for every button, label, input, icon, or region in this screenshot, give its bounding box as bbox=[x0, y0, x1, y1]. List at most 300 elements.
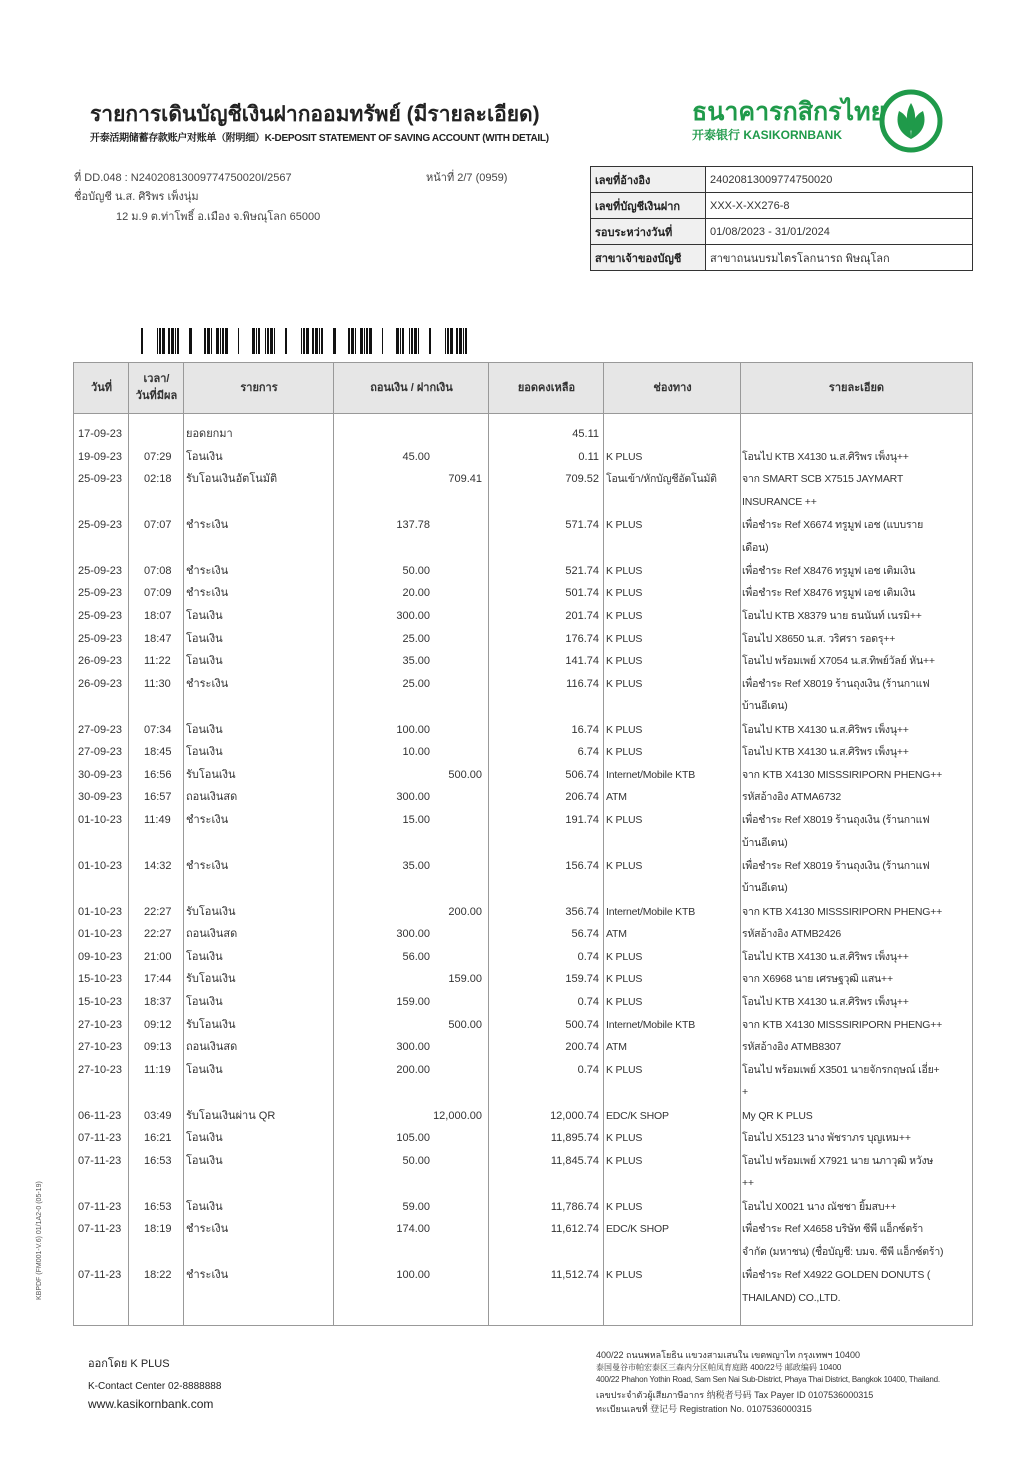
row-description: โอนเงิน bbox=[186, 655, 223, 668]
row-description: โอนเงิน bbox=[186, 1132, 223, 1145]
row-detail: เพื่อชำระ Ref X8476 ทรูมูฟ เอช เติมเงิน bbox=[742, 564, 916, 577]
row-detail: เพื่อชำระ Ref X6674 ทรูมูฟ เอช (แบบราย bbox=[742, 519, 924, 531]
row-deposit: 12,000.00 bbox=[433, 1109, 482, 1122]
row-time: 11:19 bbox=[144, 1063, 171, 1076]
row-date: 26-09-23 bbox=[78, 655, 123, 668]
row-withdrawal: 59.00 bbox=[402, 1200, 430, 1213]
statement-subtitle: 开泰活期储蓄存款账户对账单（附明细）K-DEPOSIT STATEMENT OF SAVING ACCOUNT (WITH DETAIL) bbox=[90, 133, 549, 144]
row-detail: รหัสอ้างอิง ATMB8307 bbox=[742, 1041, 841, 1054]
barcode-bar bbox=[364, 328, 365, 354]
contact-center: K-Contact Center 02-8888888 bbox=[88, 1381, 222, 1392]
row-detail: โอนไป KTB X4130 น.ส.ศิริพร เพ็งนุ++ bbox=[742, 996, 909, 1008]
barcode-bar bbox=[315, 328, 318, 354]
barcode-bar bbox=[207, 328, 210, 354]
row-channel: ATM bbox=[606, 928, 627, 941]
row-withdrawal: 35.00 bbox=[402, 859, 430, 872]
row-channel: K PLUS bbox=[606, 1063, 643, 1076]
barcode-bar bbox=[351, 328, 354, 354]
row-withdrawal: 200.00 bbox=[396, 1063, 430, 1076]
row-description: โอนเงิน bbox=[186, 1063, 223, 1076]
transactions-table bbox=[73, 362, 973, 1326]
row-description: โอนเงิน bbox=[186, 1200, 223, 1213]
barcode-bar bbox=[463, 328, 464, 354]
row-detail: โอนไป พร้อมเพย์ X3501 นายจักรกฤษณ์ เอี่ย+ bbox=[742, 1063, 940, 1076]
column-divider bbox=[183, 363, 184, 1325]
row-date: 30-09-23 bbox=[78, 791, 123, 804]
account-info-box bbox=[590, 166, 973, 271]
barcode-bar bbox=[465, 328, 467, 354]
barcode-bar bbox=[450, 328, 453, 354]
row-date: 01-10-23 bbox=[78, 859, 123, 872]
row-channel: K PLUS bbox=[606, 564, 643, 577]
row-time: 09:12 bbox=[144, 1018, 172, 1031]
row-detail: เพื่อชำระ Ref X4922 GOLDEN DONUTS ( bbox=[742, 1269, 931, 1281]
row-description: รับโอนเงิน bbox=[186, 905, 236, 918]
row-detail: ++ bbox=[742, 1177, 754, 1190]
row-date: 07-11-23 bbox=[78, 1132, 122, 1145]
info-row bbox=[591, 193, 973, 219]
barcode-bar bbox=[162, 328, 165, 354]
barcode-bar bbox=[445, 328, 446, 354]
row-deposit: 500.00 bbox=[448, 768, 482, 781]
row-detail: บ้านอีเดน) bbox=[742, 700, 788, 713]
form-code: KBPDF (FM001-V.6) 01/1A2-0 (05-19) bbox=[36, 1181, 43, 1300]
row-withdrawal: 105.00 bbox=[396, 1132, 430, 1145]
row-date: 27-09-23 bbox=[78, 746, 123, 759]
row-time: 22:27 bbox=[144, 905, 172, 918]
row-description: โอนเงิน bbox=[186, 746, 223, 759]
barcode-bar bbox=[211, 328, 212, 354]
row-channel: Internet/Mobile KTB bbox=[606, 1018, 695, 1031]
row-balance: 141.74 bbox=[565, 655, 599, 668]
row-time: 07:29 bbox=[144, 450, 172, 463]
row-time: 02:18 bbox=[144, 473, 172, 486]
row-channel: Internet/Mobile KTB bbox=[606, 768, 695, 781]
info-label: เลขที่บัญชีเงินฝาก bbox=[591, 193, 706, 219]
row-balance: 191.74 bbox=[565, 814, 599, 826]
info-value: สาขาถนนบรมไตรโลกนารถ พิษณุโลก bbox=[706, 245, 973, 271]
bank-address-thai: 400/22 ถนนพหลโยธิน แขวงสามเสนใน เขตพญาไท กรุงเทพฯ 10400 bbox=[596, 1350, 860, 1360]
row-deposit: 159.00 bbox=[448, 973, 482, 986]
row-withdrawal: 159.00 bbox=[396, 996, 430, 1008]
row-channel: K PLUS bbox=[606, 677, 643, 690]
bank-address-english: 400/22 Phahon Yothin Road, Sam Sen Nai Sub-District, Phaya Thai District, Bangkok 10400, Thailand. bbox=[596, 1375, 940, 1384]
row-date: 27-10-23 bbox=[78, 1063, 123, 1076]
barcode-bar bbox=[400, 328, 401, 354]
row-detail: โอนไป KTB X4130 น.ส.ศิริพร เพ็งนุ++ bbox=[742, 746, 909, 759]
row-date: 15-10-23 bbox=[78, 973, 123, 986]
row-balance: 501.74 bbox=[565, 587, 599, 600]
row-time: 17:44 bbox=[144, 973, 172, 986]
row-withdrawal: 25.00 bbox=[402, 677, 430, 690]
issued-by: ออกโดย K PLUS bbox=[88, 1358, 170, 1370]
row-balance: 176.74 bbox=[565, 632, 599, 645]
row-channel: K PLUS bbox=[606, 610, 643, 622]
row-balance: 45.11 bbox=[572, 428, 599, 440]
table-header bbox=[74, 363, 972, 414]
row-detail: เพื่อชำระ Ref X8019 ร้านถุงเงิน (ร้านกาแฟ bbox=[742, 677, 930, 690]
row-detail: โอนไป X8650 น.ส. วริศรา รอดรุ++ bbox=[742, 632, 896, 645]
barcode-bar bbox=[355, 328, 356, 354]
row-withdrawal: 56.00 bbox=[402, 950, 430, 963]
barcode-bar bbox=[418, 328, 419, 354]
row-description: ชำระเงิน bbox=[186, 1223, 229, 1236]
row-time: 21:00 bbox=[144, 950, 172, 963]
row-channel: K PLUS bbox=[606, 1154, 643, 1167]
info-label: เลขที่อ้างอิง bbox=[591, 167, 706, 193]
row-date: 25-09-23 bbox=[78, 473, 123, 486]
row-detail: จาก X6968 นาย เศรษฐวุฒิ แสน++ bbox=[742, 973, 893, 986]
row-detail: รหัสอ้างอิง ATMA6732 bbox=[742, 791, 841, 804]
row-time: 18:22 bbox=[144, 1269, 172, 1281]
barcode-bar bbox=[411, 328, 413, 354]
row-time: 18:19 bbox=[144, 1223, 172, 1236]
row-date: 01-10-23 bbox=[78, 928, 123, 941]
column-divider bbox=[333, 363, 334, 1325]
barcode-bar bbox=[204, 328, 206, 354]
row-withdrawal: 300.00 bbox=[396, 791, 430, 804]
registration-number: ทะเบียนเลขที่ 登记号 Registration No. 0107536000315 bbox=[596, 1404, 812, 1414]
row-deposit: 200.00 bbox=[448, 905, 482, 918]
row-date: 09-10-23 bbox=[78, 950, 123, 963]
row-description: โอนเงิน bbox=[186, 610, 223, 622]
barcode-bar bbox=[141, 328, 143, 354]
column-header: ถอนเงิน / ฝากเงิน bbox=[370, 381, 453, 394]
column-header: รายการ bbox=[240, 381, 278, 394]
row-detail: โอนไป KTB X4130 น.ส.ศิริพร เพ็งนุ++ bbox=[742, 450, 909, 463]
barcode-bar bbox=[267, 328, 269, 354]
bank-address-chinese: 泰国曼谷市帕宏泰区三森内分区帕凤育庭路 400/22号 邮政编码 10400 bbox=[596, 1363, 842, 1372]
row-balance: 116.74 bbox=[566, 677, 599, 690]
row-channel: K PLUS bbox=[606, 723, 643, 736]
website-link[interactable]: www.kasikornbank.com bbox=[88, 1397, 214, 1411]
row-detail: เพื่อชำระ Ref X4658 บริษัท ซีพี แอ็กซ์ตร้า bbox=[742, 1223, 924, 1236]
row-withdrawal: 300.00 bbox=[396, 610, 430, 622]
bank-logo-english: 开泰银行 KASIKORNBANK bbox=[692, 128, 843, 142]
row-description: รับโอนเงิน bbox=[186, 768, 236, 781]
row-description: โอนเงิน bbox=[186, 1154, 223, 1167]
bank-logo-thai: ธนาคารกสิกรไทย bbox=[692, 98, 886, 126]
barcode-bar bbox=[157, 328, 158, 354]
barcode-bar bbox=[409, 328, 410, 354]
row-channel: K PLUS bbox=[606, 655, 643, 668]
row-date: 01-10-23 bbox=[78, 814, 123, 826]
row-time: 11:22 bbox=[144, 655, 171, 668]
row-time: 11:30 bbox=[144, 677, 171, 690]
barcode-bar bbox=[382, 328, 383, 354]
row-channel: K PLUS bbox=[606, 996, 643, 1008]
barcode-bar bbox=[396, 328, 399, 354]
row-date: 25-09-23 bbox=[78, 587, 123, 600]
row-time: 14:32 bbox=[144, 859, 172, 872]
barcode-bar bbox=[306, 328, 309, 354]
row-description: โอนเงิน bbox=[186, 950, 223, 963]
row-description: ชำระเงิน bbox=[186, 1269, 229, 1281]
row-description: ถอนเงินสด bbox=[186, 1041, 238, 1054]
row-time: 07:34 bbox=[144, 723, 172, 736]
row-balance: 11,512.74 bbox=[550, 1269, 599, 1281]
page-number: หน้าที่ 2/7 (0959) bbox=[426, 172, 508, 184]
kasikornbank-logo-icon bbox=[879, 89, 943, 153]
info-row bbox=[591, 245, 973, 271]
row-description: ถอนเงินสด bbox=[186, 928, 238, 941]
row-balance: 11,845.74 bbox=[550, 1154, 599, 1167]
row-withdrawal: 35.00 bbox=[402, 655, 430, 668]
row-balance: 0.74 bbox=[577, 996, 599, 1008]
barcode-bar bbox=[177, 328, 179, 354]
row-date: 06-11-23 bbox=[78, 1109, 122, 1122]
row-time: 16:56 bbox=[144, 768, 172, 781]
row-description: รับโอนเงินอัตโนมัติ bbox=[186, 473, 278, 486]
row-channel: K PLUS bbox=[606, 746, 643, 759]
row-time: 22:27 bbox=[144, 928, 172, 941]
row-balance: 11,895.74 bbox=[550, 1132, 599, 1145]
row-detail: เพื่อชำระ Ref X8476 ทรูมูฟ เอช เติมเงิน bbox=[742, 587, 916, 600]
account-name: ชื่อบัญชี น.ส. ศิริพร เพ็งนุ่ม bbox=[74, 191, 199, 203]
row-detail: บ้านอีเดน) bbox=[742, 836, 788, 849]
row-balance: 200.74 bbox=[565, 1041, 599, 1054]
row-detail: โอนไป X5123 นาง พัชราภร บุญเหม++ bbox=[742, 1132, 911, 1145]
row-withdrawal: 45.00 bbox=[402, 450, 430, 463]
row-deposit: 709.41 bbox=[448, 473, 482, 486]
tax-payer-id: เลขประจำตัวผู้เสียภาษีอากร 纳税者号码 Tax Payer ID 0107536000315 bbox=[596, 1390, 874, 1400]
row-description: ยอดยกมา bbox=[186, 428, 233, 440]
barcode-bar bbox=[301, 328, 302, 354]
column-divider bbox=[603, 363, 604, 1325]
row-detail: เพื่อชำระ Ref X8019 ร้านถุงเงิน (ร้านกาแฟ bbox=[742, 814, 930, 826]
info-row bbox=[591, 219, 973, 245]
row-time: 16:53 bbox=[144, 1200, 172, 1213]
row-time: 16:57 bbox=[144, 791, 172, 804]
row-balance: 506.74 bbox=[565, 768, 599, 781]
row-balance: 12,000.74 bbox=[550, 1109, 599, 1122]
barcode-bar bbox=[175, 328, 176, 354]
barcode-bar bbox=[220, 328, 221, 354]
column-header: รายละเอียด bbox=[828, 381, 885, 394]
row-withdrawal: 10.00 bbox=[402, 746, 430, 759]
row-date: 25-09-23 bbox=[78, 564, 123, 577]
row-time: 18:07 bbox=[144, 610, 172, 622]
row-channel: K PLUS bbox=[606, 814, 643, 826]
row-date: 15-10-23 bbox=[78, 996, 123, 1008]
barcode-bar bbox=[369, 328, 372, 354]
row-balance: 500.74 bbox=[565, 1018, 599, 1031]
row-detail: รหัสอ้างอิง ATMB2426 bbox=[742, 928, 841, 941]
row-balance: 709.52 bbox=[565, 473, 599, 486]
barcode-bar bbox=[159, 328, 161, 354]
row-date: 27-09-23 bbox=[78, 723, 123, 736]
row-balance: 0.74 bbox=[577, 1063, 599, 1076]
row-withdrawal: 300.00 bbox=[396, 1041, 430, 1054]
row-detail: โอนไป พร้อมเพย์ X7054 น.ส.ทิพย์วัลย์ หัน++ bbox=[742, 655, 935, 668]
row-detail: โอนไป X0021 นาง ณัชชา ยิ้มสบ++ bbox=[742, 1200, 897, 1213]
row-balance: 11,786.74 bbox=[550, 1200, 599, 1213]
barcode-bar bbox=[360, 328, 363, 354]
row-date: 07-11-23 bbox=[78, 1200, 122, 1213]
row-channel: K PLUS bbox=[606, 1269, 643, 1281]
column-divider bbox=[128, 363, 129, 1325]
row-description: รับโอนเงิน bbox=[186, 1018, 236, 1031]
account-address: 12 ม.9 ต.ท่าโพธิ์ อ.เมือง จ.พิษณุโลก 65000 bbox=[116, 211, 321, 223]
barcode-bar bbox=[225, 328, 228, 354]
info-row bbox=[591, 167, 973, 193]
row-balance: 56.74 bbox=[571, 928, 599, 941]
row-time: 18:47 bbox=[144, 632, 172, 645]
row-withdrawal: 137.78 bbox=[396, 519, 430, 531]
row-channel: K PLUS bbox=[606, 859, 643, 872]
barcode-bar bbox=[456, 328, 458, 354]
row-detail: จาก KTB X4130 MISSSIRIPORN PHENG++ bbox=[742, 905, 943, 918]
barcode-bar bbox=[256, 328, 257, 354]
row-withdrawal: 100.00 bbox=[396, 1269, 430, 1281]
row-description: ชำระเงิน bbox=[186, 587, 229, 600]
info-label: รอบระหว่างวันที่ bbox=[591, 219, 706, 245]
row-date: 30-09-23 bbox=[78, 768, 123, 781]
row-channel: K PLUS bbox=[606, 1200, 643, 1213]
row-channel: K PLUS bbox=[606, 950, 643, 963]
row-detail: โอนไป KTB X8379 นาย ธนนันท์ เนรมิ++ bbox=[742, 610, 922, 622]
row-date: 26-09-23 bbox=[78, 677, 123, 690]
row-balance: 201.74 bbox=[565, 610, 599, 622]
row-channel: K PLUS bbox=[606, 450, 643, 463]
column-header: ช่องทาง bbox=[653, 381, 692, 394]
barcode-bar bbox=[321, 328, 323, 354]
row-channel: K PLUS bbox=[606, 587, 643, 600]
row-date: 17-09-23 bbox=[78, 428, 123, 440]
barcode-bar bbox=[168, 328, 170, 354]
row-description: ชำระเงิน bbox=[186, 564, 229, 577]
row-date: 07-11-23 bbox=[78, 1223, 122, 1236]
row-balance: 16.74 bbox=[571, 723, 599, 736]
row-time: 09:13 bbox=[144, 1041, 172, 1054]
row-time: 07:08 bbox=[144, 564, 172, 577]
row-balance: 571.74 bbox=[565, 519, 599, 531]
barcode-bar bbox=[348, 328, 350, 354]
barcode-bar bbox=[238, 328, 239, 354]
row-withdrawal: 50.00 bbox=[402, 1154, 430, 1167]
row-balance: 206.74 bbox=[565, 791, 599, 804]
barcode-bar bbox=[303, 328, 305, 354]
row-withdrawal: 50.00 bbox=[402, 564, 430, 577]
row-description: รับโอนเงิน bbox=[186, 973, 236, 986]
barcode-bar bbox=[285, 328, 287, 354]
row-withdrawal: 300.00 bbox=[396, 928, 430, 941]
row-date: 25-09-23 bbox=[78, 632, 123, 645]
barcode-bar bbox=[319, 328, 320, 354]
info-label: สาขาเจ้าของบัญชี bbox=[591, 245, 706, 271]
barcode-bar bbox=[447, 328, 449, 354]
row-date: 01-10-23 bbox=[78, 905, 123, 918]
row-description: ชำระเงิน bbox=[186, 519, 229, 531]
row-detail: จาก KTB X4130 MISSSIRIPORN PHENG++ bbox=[742, 768, 943, 781]
barcode bbox=[135, 328, 470, 354]
row-detail: INSURANCE ++ bbox=[742, 495, 817, 508]
row-balance: 11,612.74 bbox=[550, 1223, 599, 1236]
row-date: 27-10-23 bbox=[78, 1041, 123, 1054]
row-date: 25-09-23 bbox=[78, 519, 123, 531]
row-withdrawal: 20.00 bbox=[402, 587, 430, 600]
barcode-bar bbox=[171, 328, 174, 354]
row-withdrawal: 100.00 bbox=[396, 723, 430, 736]
row-description: ชำระเงิน bbox=[186, 677, 229, 690]
row-channel: ATM bbox=[606, 1041, 627, 1054]
row-description: ชำระเงิน bbox=[186, 814, 229, 826]
row-date: 27-10-23 bbox=[78, 1018, 123, 1031]
barcode-bar bbox=[189, 328, 192, 354]
row-description: รับโอนเงินผ่าน QR bbox=[186, 1109, 276, 1122]
row-time: 07:07 bbox=[144, 519, 172, 531]
row-withdrawal: 174.00 bbox=[396, 1223, 430, 1236]
column-divider bbox=[488, 363, 489, 1325]
row-channel: K PLUS bbox=[606, 519, 643, 531]
barcode-bar bbox=[258, 328, 260, 354]
row-detail: THAILAND) CO.,LTD. bbox=[742, 1291, 841, 1304]
row-detail: เพื่อชำระ Ref X8019 ร้านถุงเงิน (ร้านกาแฟ bbox=[742, 859, 930, 872]
barcode-bar bbox=[366, 328, 368, 354]
row-date: 19-09-23 bbox=[78, 450, 123, 463]
row-balance: 521.74 bbox=[565, 564, 599, 577]
row-date: 07-11-23 bbox=[78, 1154, 122, 1167]
barcode-bar bbox=[429, 328, 431, 354]
barcode-bar bbox=[252, 328, 255, 354]
reference-number: ที่ DD.048 : N24020813009774750020I/2567 bbox=[74, 172, 292, 184]
row-channel: K PLUS bbox=[606, 1132, 643, 1145]
barcode-bar bbox=[216, 328, 219, 354]
row-date: 07-11-23 bbox=[78, 1269, 122, 1281]
row-time: 16:53 bbox=[144, 1154, 172, 1167]
row-balance: 356.74 bbox=[565, 905, 599, 918]
row-channel: EDC/K SHOP bbox=[606, 1109, 669, 1122]
row-time: 18:37 bbox=[144, 996, 172, 1008]
row-detail: โอนไป พร้อมเพย์ X7921 นาย นภาวุฒิ หวังษ bbox=[742, 1154, 934, 1167]
row-detail: จาก SMART SCB X7515 JAYMART bbox=[742, 473, 904, 486]
row-balance: 0.11 bbox=[578, 450, 599, 463]
barcode-bar bbox=[265, 328, 266, 354]
row-channel: K PLUS bbox=[606, 632, 643, 645]
row-balance: 159.74 bbox=[565, 973, 599, 986]
row-time: 11:49 bbox=[144, 814, 171, 826]
row-description: โอนเงิน bbox=[186, 723, 223, 736]
barcode-bar bbox=[274, 328, 275, 354]
info-value: XXX-X-XX276-8 bbox=[706, 193, 973, 219]
column-divider bbox=[740, 363, 741, 1325]
barcode-bar bbox=[402, 328, 404, 354]
row-detail: เดือน) bbox=[742, 541, 769, 554]
statement-title: รายการเดินบัญชีเงินฝากออมทรัพย์ (มีรายละเอียด) bbox=[90, 103, 540, 126]
row-channel: โอนเข้า/หักบัญชีอัตโนมัติ bbox=[606, 473, 717, 486]
row-balance: 0.74 bbox=[577, 950, 599, 963]
row-description: โอนเงิน bbox=[186, 450, 223, 463]
column-header: ยอดคงเหลือ bbox=[517, 381, 576, 394]
row-balance: 156.74 bbox=[565, 859, 599, 872]
row-detail: บ้านอีเดน) bbox=[742, 882, 788, 895]
row-description: โอนเงิน bbox=[186, 632, 223, 645]
row-detail: โอนไป KTB X4130 น.ส.ศิริพร เพ็งนุ++ bbox=[742, 950, 909, 963]
barcode-bar bbox=[414, 328, 417, 354]
barcode-bar bbox=[459, 328, 462, 354]
row-channel: ATM bbox=[606, 791, 627, 804]
row-date: 25-09-23 bbox=[78, 610, 123, 622]
row-channel: Internet/Mobile KTB bbox=[606, 905, 695, 918]
row-detail: My QR K PLUS bbox=[742, 1109, 813, 1122]
column-header: วันที่ bbox=[91, 381, 112, 394]
barcode-bar bbox=[222, 328, 224, 354]
row-time: 07:09 bbox=[144, 587, 172, 600]
row-deposit: 500.00 bbox=[448, 1018, 482, 1031]
row-balance: 6.74 bbox=[577, 746, 599, 759]
row-channel: EDC/K SHOP bbox=[606, 1223, 669, 1236]
row-withdrawal: 25.00 bbox=[402, 632, 430, 645]
